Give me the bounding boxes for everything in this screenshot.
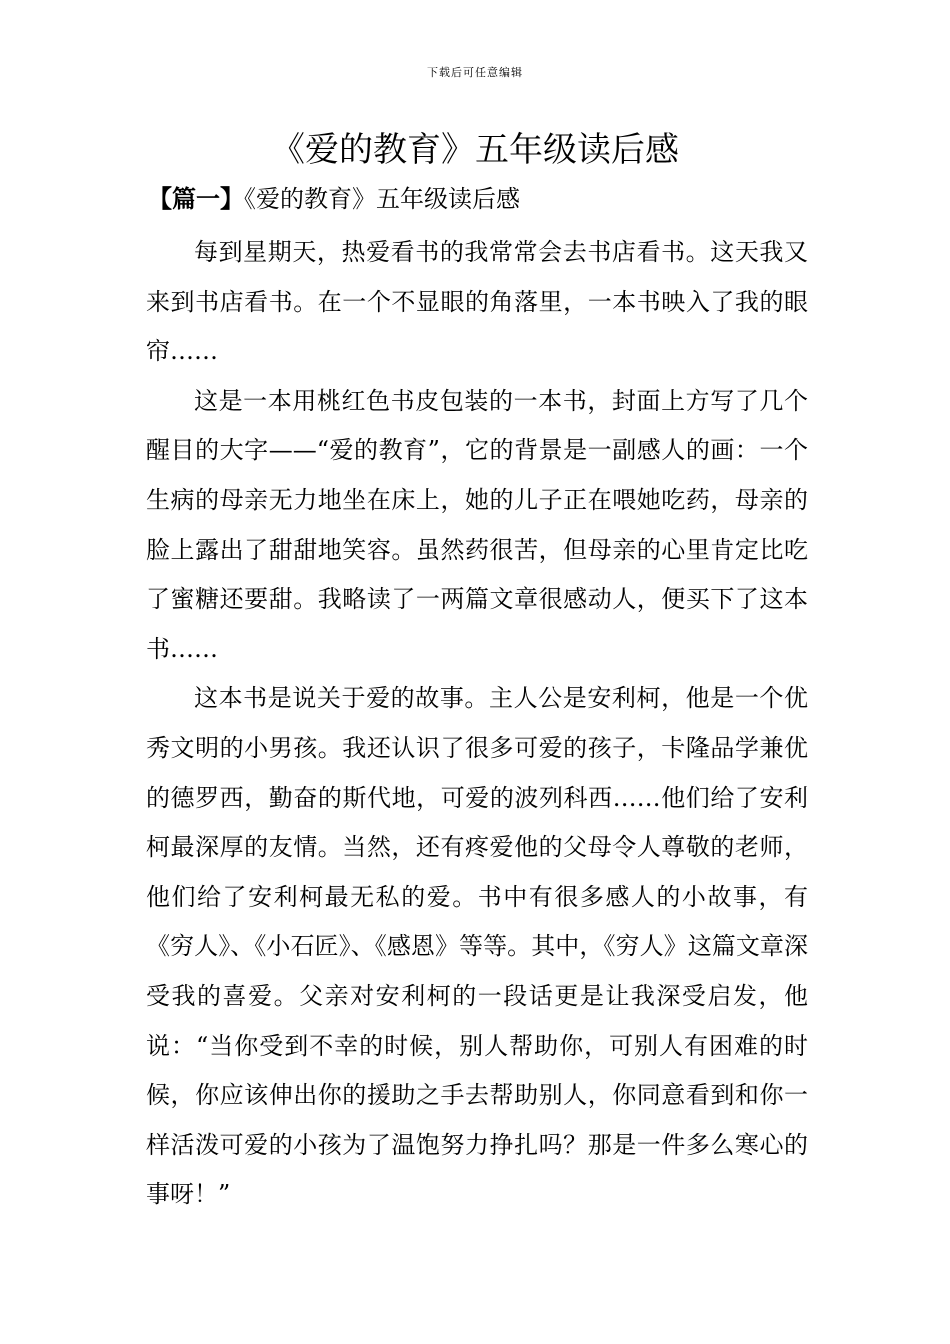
paragraph: 每到星期天，热爱看书的我常常会去书店看书。这天我又来到书店看书。在一个不显眼的角落里，一本书映入了我的眼帘……: [146, 238, 808, 366]
section-heading-text: 《爱的教育》五年级读后感: [244, 185, 520, 213]
header-note: 下载后可任意编辑: [427, 66, 523, 79]
document-title: 《爱的教育》五年级读后感: [271, 130, 679, 170]
paragraph: 这本书是说关于爱的故事。主人公是安利柯，他是一个优秀文明的小男孩。我还认识了很多可爱的孩子，卡隆品学兼优的德罗西，勤奋的斯代地，可爱的波列科西……他们给了安利柯最深厚的友情。当然，还有疼爱他的父母令人尊敬的老师，他们给了安利柯最无私的爱。书中有很多感人的小故事，有《穷人》、《小石匠》、《感恩》等等。其中，《穷人》这篇文章深受我的喜爱。父亲对安利柯的一段话更是让我深受启发，他说：“当你受到不幸的时候，别人帮助你，可别人有困难的时候，你应该伸出你的援助之手去帮助别人，你同意看到和你一样活泼可爱的小孩为了温饱努力挣扎吗？那是一件多么寒心的事呀！”: [146, 684, 808, 1209]
body-text: [146, 228, 808, 1220]
paragraph: 这是一本用桃红色书皮包装的一本书，封面上方写了几个醒目的大字——“爱的教育”，它的背景是一副感人的画：一个生病的母亲无力地坐在床上，她的儿子正在喂她吃药，母亲的脸上露出了甜甜地笑容。虽然药很苦，但母亲的心里肯定比吃了蜜糖还要甜。我略读了一两篇文章很感动人，便买下了这本书……: [146, 386, 808, 663]
section-heading: [148, 182, 808, 216]
section-tag: 【篇一】: [148, 184, 244, 213]
